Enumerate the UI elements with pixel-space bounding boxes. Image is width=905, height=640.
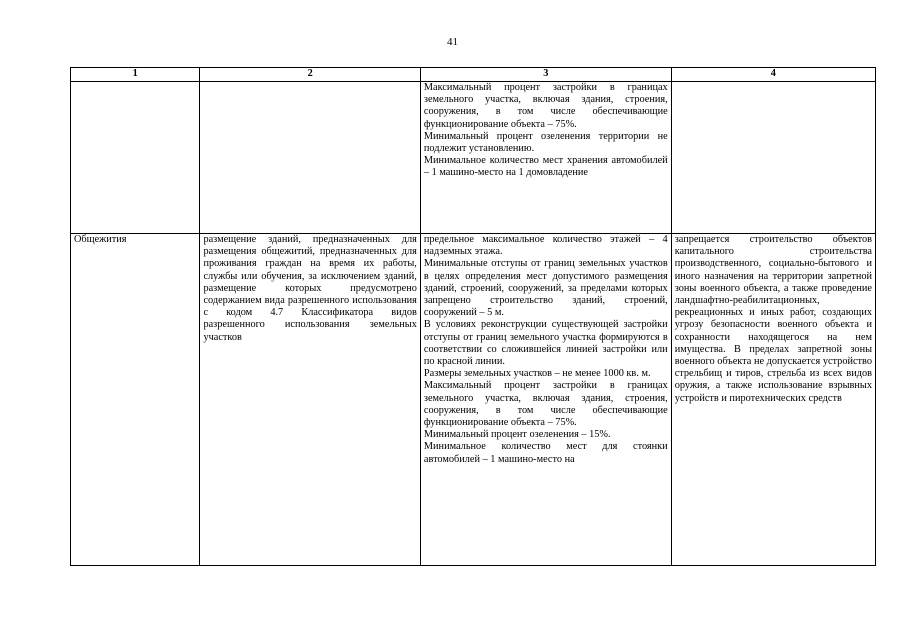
restrictions-cell: запрещается строительство объектов капитального строительства производственного, социально-бытового и иного назначения на территории запретной зоны военного объекта, а также проведение ландшафтно-реабилитационных, рекреационных и иных работ, создающих угрозу безопасности военного объекта и сохранности находящегося на нем имущества. В пределах запретной зоны военного объекта не допускается устройство стрельбищ и тиров, стрельба из всех видов оружия, а также использование взрывных устройств и пиротехнических средств	[671, 234, 875, 566]
column-header-3: 3	[420, 68, 671, 82]
permitted-use-cell	[200, 82, 420, 234]
parameter-item: Минимальное количество мест хранения автомобилей – 1 машино-место на 1 домовладение	[423, 155, 668, 179]
page-number: 41	[447, 36, 458, 48]
parameter-item: Минимальные отступы от границ земельных участков в целях определения мест допустимого размещения зданий, строений, сооружений, за пределами которых запрещено строительство зданий, строений, сооружений – 5 м.	[423, 258, 668, 319]
permitted-use-cell: размещение зданий, предназначенных для размещения общежитий, предназначенных для проживания граждан на время их работы, службы или обучения, за исключением зданий, размещение которых предусмотрено содержанием вида разрешенного использования с кодом 4.7 Классификатора видов разрешенного использования земельных участков	[200, 234, 420, 566]
use-name-cell	[71, 82, 200, 234]
use-name-cell: Общежития	[71, 234, 200, 566]
column-header-1: 1	[71, 68, 200, 82]
table-row-continued	[71, 82, 876, 234]
parameter-item: Минимальный процент озеленения – 15%.	[423, 429, 611, 441]
parameters-cell	[420, 234, 671, 566]
column-number-row	[71, 68, 876, 82]
parameter-item: Минимальный процент озеленения территории не подлежит установлению.	[423, 130, 668, 155]
column-header-4: 4	[671, 68, 875, 82]
land-use-regulations-table	[70, 67, 876, 566]
parameter-item: Размеры земельных участков – не менее 1000 кв. м.	[423, 368, 651, 380]
parameter-item: предельное максимальное количество этажей – 4 надземных этажа.	[423, 234, 668, 258]
parameter-item: Максимальный процент застройки в границах земельного участка, включая здания, строения, сооружения, в том числе обеспечивающие функционирование объекта – 75%.	[423, 82, 668, 130]
parameter-item: В условиях реконструкции существующей застройки отступы от границ земельного участка формируются в соответствии со сложившейся линией застройки или по красной линии.	[423, 319, 668, 368]
table-row-dormitories	[71, 234, 876, 566]
parameter-item: Минимальное количество мест для стоянки автомобилей – 1 машино-место на	[423, 441, 668, 465]
parameter-item: Максимальный процент застройки в границах земельного участка, включая здания, строения, сооружения, в том числе обеспечивающие функционирование объекта – 75%.	[423, 380, 668, 429]
restrictions-cell	[671, 82, 875, 234]
column-header-2: 2	[200, 68, 420, 82]
parameters-cell	[420, 82, 671, 234]
